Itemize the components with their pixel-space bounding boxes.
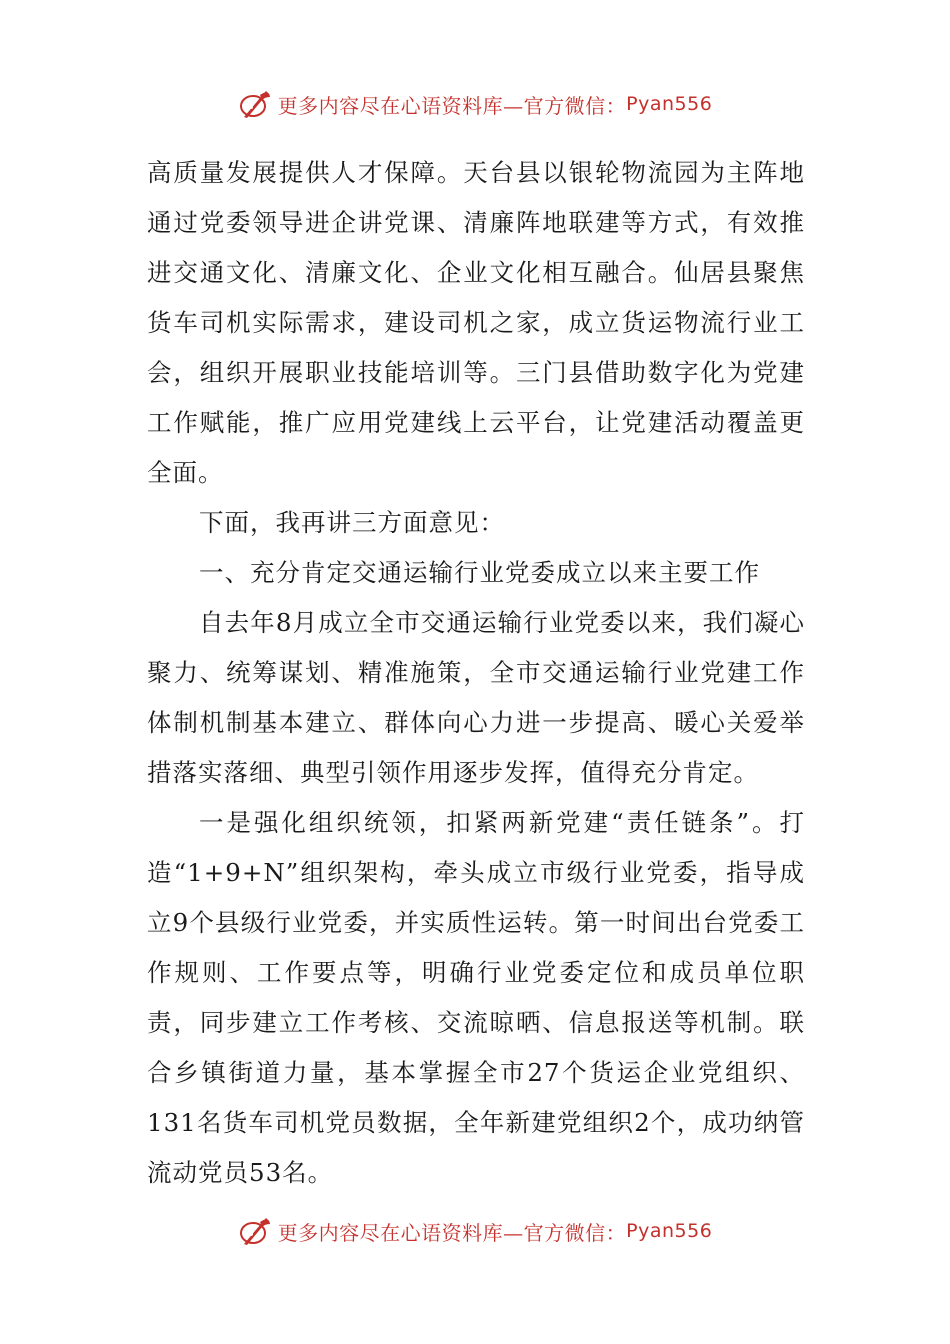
paragraph-transition: 下面，我再讲三方面意见： [199, 508, 505, 537]
quill-logo-icon [238, 87, 272, 121]
watermark-text: 更多内容尽在心语资料库—官方微信： [277, 93, 627, 118]
quill-logo-icon [238, 1214, 272, 1248]
watermark-text: 更多内容尽在心语资料库—官方微信： [277, 1220, 627, 1245]
section-heading: 一、充分肯定交通运输行业党委成立以来主要工作 [199, 558, 760, 587]
paragraph-intro: 高质量发展提供人才保障。天台县以银轮物流园为主阵地通过党委领导进企讲党课、清廉阵地联建等方式，有效推进交通文化、清廉文化、企业文化相互融合。仙居县聚焦货车司机实际需求，建设司机之家，成立货运物流行业工会，组织开展职业技能培训等。三门县借助数字化为党建工作赋能，推广应用党建线上云平台，让党建活动覆盖更全面。 [147, 158, 805, 487]
paragraph-point-one: 一是强化组织统领，扣紧两新党建“责任链条”。打造“1+9+N”组织架构，牵头成立市级行业党委，指导成立9个县级行业党委，并实质性运转。第一时间出台党委工作规则、工作要点等，明确行业党委定位和成员单位职责，同步建立工作考核、交流晾晒、信息报送等机制。联合乡镇街道力量，基本掌握全市27个货运企业党组织、131名货车司机党员数据，全年新建党组织2个，成功纳管流动党员53名。 [147, 808, 805, 1187]
watermark-handle: Pyan556 [626, 93, 713, 115]
watermark-handle: Pyan556 [626, 1220, 713, 1242]
header-watermark [0, 84, 950, 124]
document-body [147, 148, 805, 1198]
footer-watermark [0, 1211, 950, 1251]
paragraph-summary: 自去年8月成立全市交通运输行业党委以来，我们凝心聚力、统筹谋划、精准施策，全市交通运输行业党建工作体制机制基本建立、群体向心力进一步提高、暖心关爱举措落实落细、典型引领作用逐步发挥，值得充分肯定。 [147, 608, 805, 787]
